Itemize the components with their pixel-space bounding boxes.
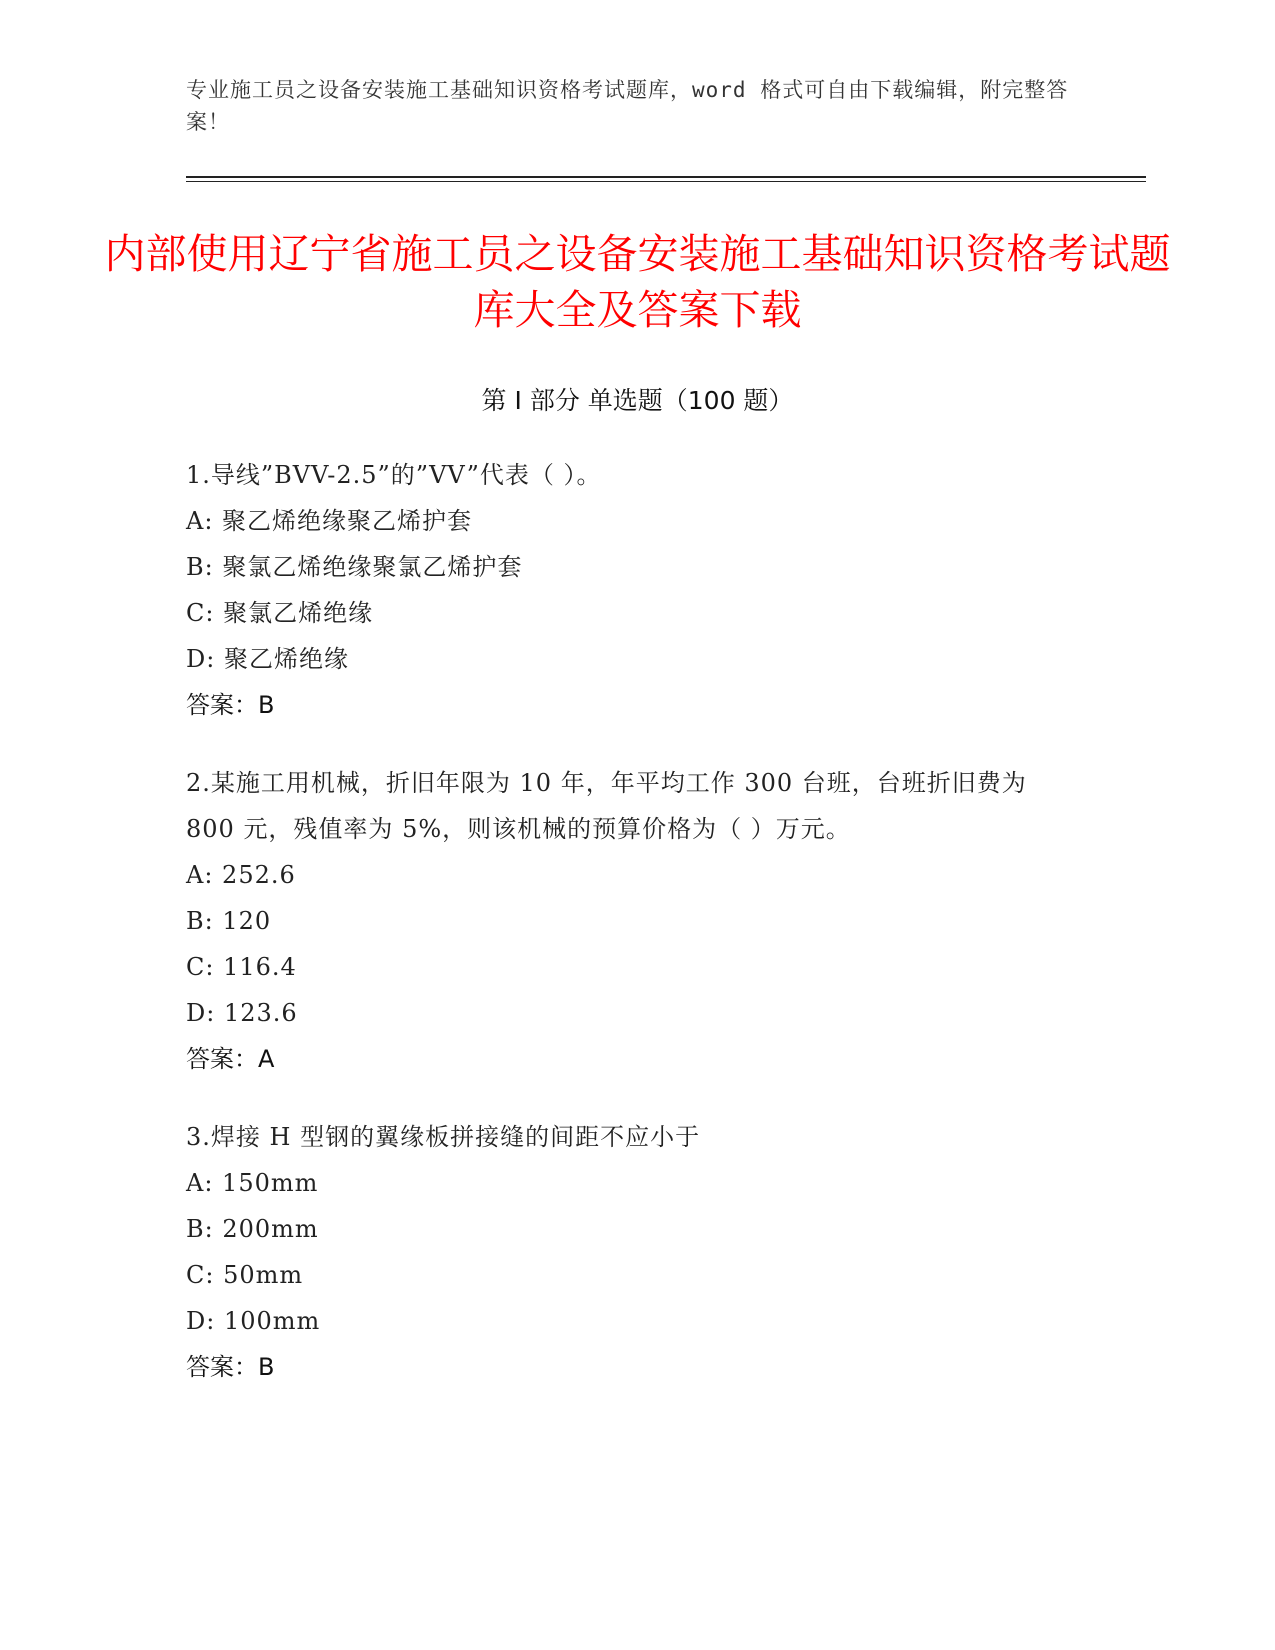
option-c: C: 聚氯乙烯绝缘 <box>186 599 374 627</box>
answer: 答案：A <box>186 1045 275 1073</box>
question-stem: 2.某施工用机械，折旧年限为 10 年，年平均工作 300 台班，台班折旧费为 800 元，残值率为 5%，则该机械的预算价格为（ ）万元。 <box>186 769 1027 843</box>
header-divider-thick <box>186 176 1146 178</box>
answer: 答案：B <box>186 1353 275 1381</box>
option-d: D: 聚乙烯绝缘 <box>186 645 349 673</box>
option-a: A: 聚乙烯绝缘聚乙烯护套 <box>186 507 473 535</box>
option-d: D: 123.6 <box>186 999 298 1027</box>
document-title: 内部使用辽宁省施工员之设备安装施工基础知识资格考试题库大全及答案下载 <box>104 230 1171 334</box>
section-heading: 第 I 部分 单选题（100 题） <box>481 386 794 415</box>
question-3 <box>186 1114 1086 1390</box>
option-b: B: 200mm <box>186 1215 319 1243</box>
question-1 <box>186 452 1086 728</box>
option-a: A: 252.6 <box>186 861 296 889</box>
option-a: A: 150mm <box>186 1169 319 1197</box>
option-c: C: 116.4 <box>186 953 297 981</box>
header-note: 专业施工员之设备安装施工基础知识资格考试题库，word 格式可自由下载编辑，附完整答案！ <box>186 78 1069 134</box>
question-2 <box>186 760 1066 1082</box>
option-c: C: 50mm <box>186 1261 304 1289</box>
header-divider-thin <box>186 181 1146 182</box>
option-b: B: 120 <box>186 907 272 935</box>
question-stem: 3.焊接 H 型钢的翼缘板拼接缝的间距不应小于 <box>186 1123 701 1151</box>
option-b: B: 聚氯乙烯绝缘聚氯乙烯护套 <box>186 553 523 581</box>
option-d: D: 100mm <box>186 1307 321 1335</box>
answer: 答案：B <box>186 691 275 719</box>
question-stem: 1.导线”BVV-2.5”的”VV”代表（ ）。 <box>186 461 602 489</box>
